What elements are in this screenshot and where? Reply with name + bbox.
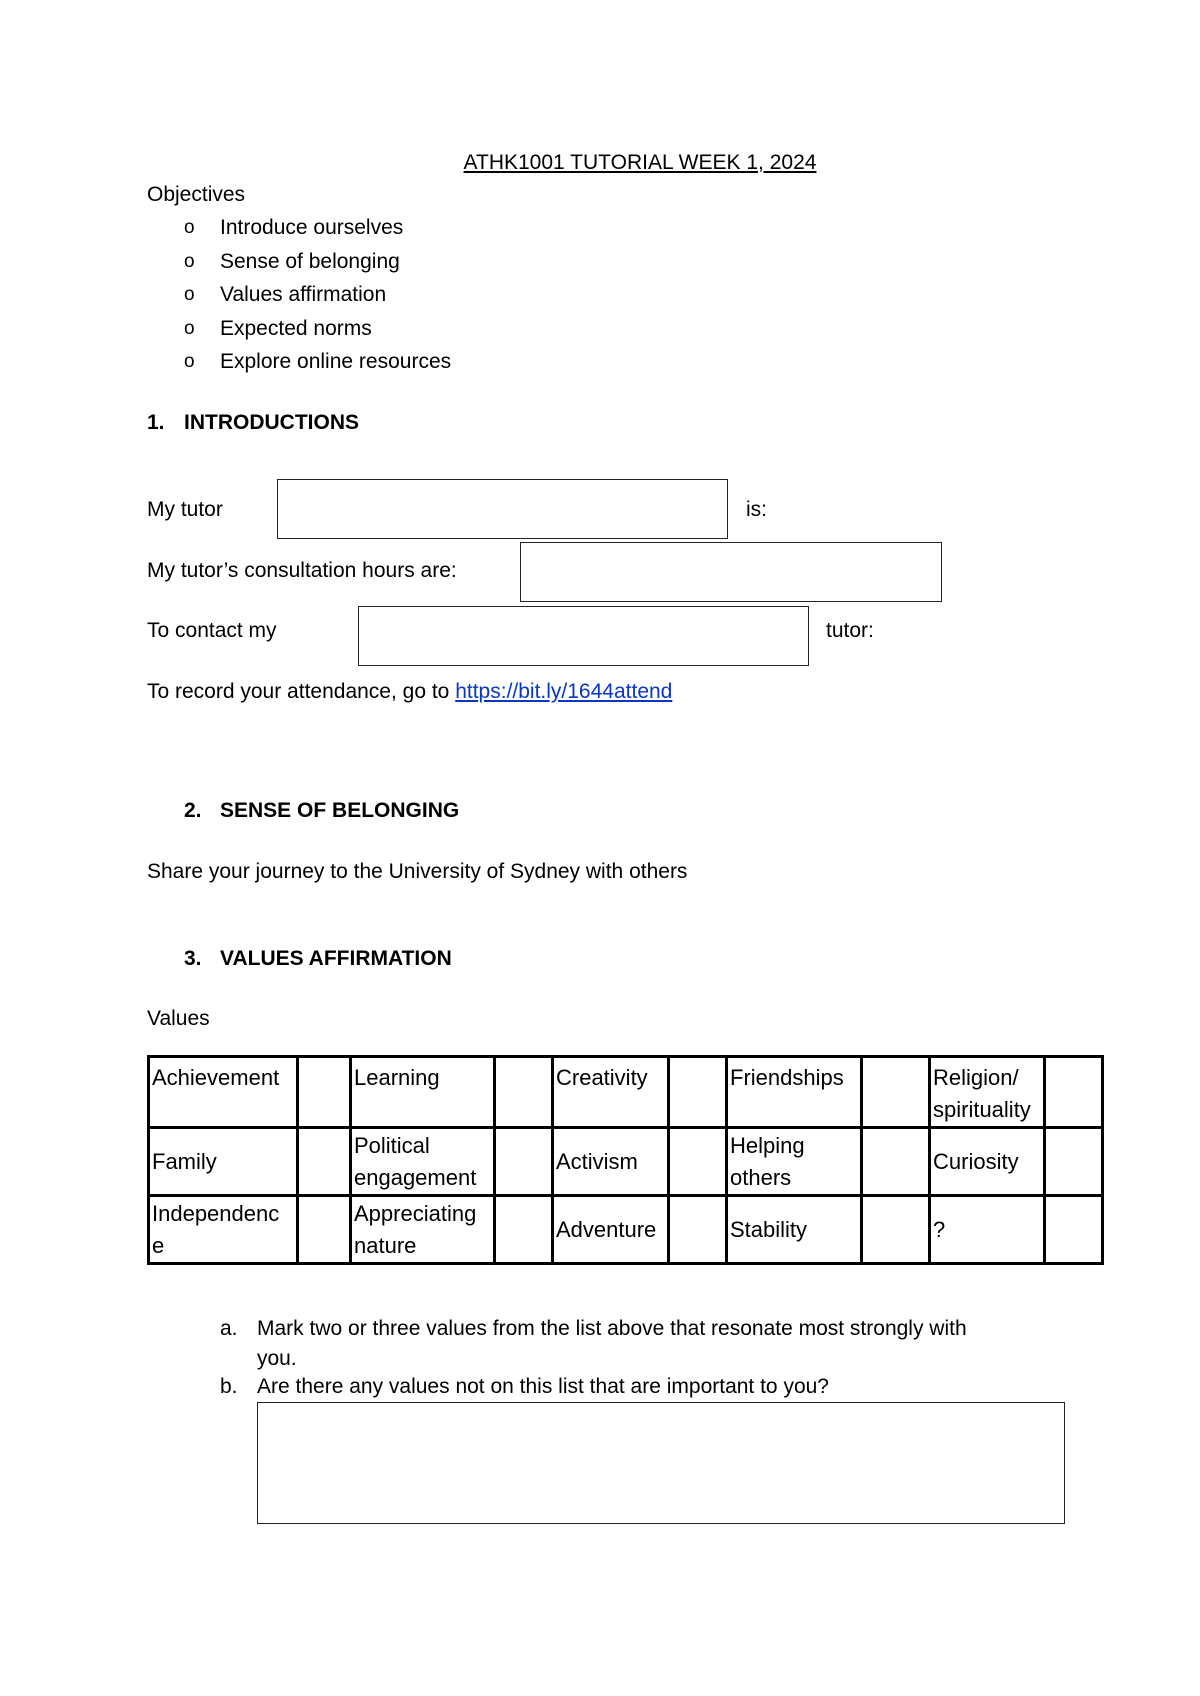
question-a-line1: Mark two or three values from the list above that resonate most strongly with: [257, 1317, 967, 1340]
value-mark-cell[interactable]: [298, 1128, 351, 1196]
values-row: [149, 1196, 1103, 1264]
value-mark-cell[interactable]: [669, 1128, 727, 1196]
value-label: nature: [354, 1232, 417, 1258]
question-b-marker: b.: [220, 1375, 238, 1398]
value-label: Adventure: [556, 1216, 657, 1242]
contact-suffix: tutor:: [826, 619, 874, 642]
section3-number: 3.: [184, 947, 202, 970]
value-label: Appreciating: [354, 1200, 477, 1226]
value-label: Family: [152, 1148, 217, 1174]
value-label-cell: [553, 1057, 669, 1128]
objective-item: Introduce ourselves: [220, 216, 404, 239]
bullet-icon: o: [184, 317, 195, 339]
value-label-cell: [930, 1128, 1045, 1196]
consultation-hours-field[interactable]: [520, 542, 942, 602]
section3-heading: VALUES AFFIRMATION: [220, 947, 452, 970]
value-label: Political: [354, 1132, 430, 1158]
value-label: Stability: [730, 1216, 808, 1242]
section1-heading: INTRODUCTIONS: [184, 411, 359, 434]
value-mark-cell[interactable]: [298, 1196, 351, 1264]
objective-item: Sense of belonging: [220, 249, 400, 273]
value-label-cell: [351, 1128, 495, 1196]
objectives-label: Objectives: [147, 183, 246, 206]
value-label-cell: [553, 1196, 669, 1264]
value-label-cell: [149, 1196, 298, 1264]
value-label: engagement: [354, 1164, 477, 1190]
attendance-link[interactable]: https://bit.ly/1644attend: [455, 680, 673, 703]
value-mark-cell[interactable]: [1045, 1196, 1103, 1264]
tutor-label: My tutor: [147, 498, 223, 521]
value-label: Achievement: [152, 1065, 280, 1090]
value-label: ?: [933, 1216, 946, 1242]
section2-heading: SENSE OF BELONGING: [220, 799, 460, 822]
values-row: [149, 1128, 1103, 1196]
section2-number: 2.: [184, 799, 202, 822]
tutor-suffix: is:: [746, 498, 767, 521]
contact-label: To contact my: [147, 619, 277, 642]
objective-item: Explore online resources: [220, 350, 452, 373]
value-label-cell: [727, 1128, 862, 1196]
value-mark-cell[interactable]: [495, 1196, 553, 1264]
value-label-cell: [553, 1128, 669, 1196]
objective-item: Expected norms: [220, 316, 372, 340]
consultation-label: My tutor’s consultation hours are:: [147, 559, 457, 582]
values-row: [149, 1057, 1103, 1128]
value-mark-cell[interactable]: [862, 1128, 930, 1196]
tutor-name-field[interactable]: [277, 479, 728, 539]
value-label: Curiosity: [933, 1148, 1019, 1174]
value-label: spirituality: [933, 1097, 1031, 1122]
value-label-cell: [351, 1057, 495, 1128]
value-label-cell: [930, 1196, 1045, 1264]
value-label: Creativity: [556, 1065, 648, 1090]
attendance-line: [147, 681, 672, 702]
value-mark-cell[interactable]: [1045, 1057, 1103, 1128]
other-values-answer-field[interactable]: [257, 1402, 1065, 1524]
value-mark-cell[interactable]: [495, 1128, 553, 1196]
value-label: others: [730, 1164, 792, 1190]
bullet-icon: o: [184, 217, 195, 238]
value-mark-cell[interactable]: [669, 1057, 727, 1128]
value-label-cell: [930, 1057, 1045, 1128]
value-label: Religion/: [933, 1065, 1019, 1090]
value-mark-cell[interactable]: [862, 1057, 930, 1128]
attendance-text: To record your attendance, go to: [147, 680, 456, 703]
value-mark-cell[interactable]: [1045, 1128, 1103, 1196]
value-label: Learning: [354, 1065, 440, 1090]
bullet-icon: o: [184, 250, 195, 272]
question-a-marker: a.: [220, 1317, 238, 1340]
value-mark-cell[interactable]: [862, 1196, 930, 1264]
value-mark-cell[interactable]: [298, 1057, 351, 1128]
value-mark-cell[interactable]: [495, 1057, 553, 1128]
page-title: ATHK1001 TUTORIAL WEEK 1, 2024: [463, 151, 817, 174]
value-label-cell: [727, 1196, 862, 1264]
values-table: [147, 1055, 1104, 1265]
values-label: Values: [147, 1007, 210, 1030]
question-a-line2: you.: [257, 1347, 297, 1370]
value-label-cell: [149, 1057, 298, 1128]
value-label: Independenc: [152, 1200, 280, 1226]
question-b: Are there any values not on this list that are important to you?: [257, 1375, 829, 1398]
value-label-cell: [351, 1196, 495, 1264]
value-label-cell: [727, 1057, 862, 1128]
value-label: Activism: [556, 1148, 638, 1174]
value-label: Helping: [730, 1132, 805, 1158]
value-label: e: [152, 1232, 165, 1258]
bullet-icon: o: [184, 351, 195, 372]
value-label: Friendships: [730, 1065, 844, 1090]
bullet-icon: o: [184, 284, 195, 305]
objective-item: Values affirmation: [220, 283, 387, 306]
value-label-cell: [149, 1128, 298, 1196]
section2-text: Share your journey to the University of Sydney with others: [147, 860, 688, 883]
value-mark-cell[interactable]: [669, 1196, 727, 1264]
section1-number: 1.: [147, 411, 165, 434]
contact-field[interactable]: [358, 606, 809, 666]
